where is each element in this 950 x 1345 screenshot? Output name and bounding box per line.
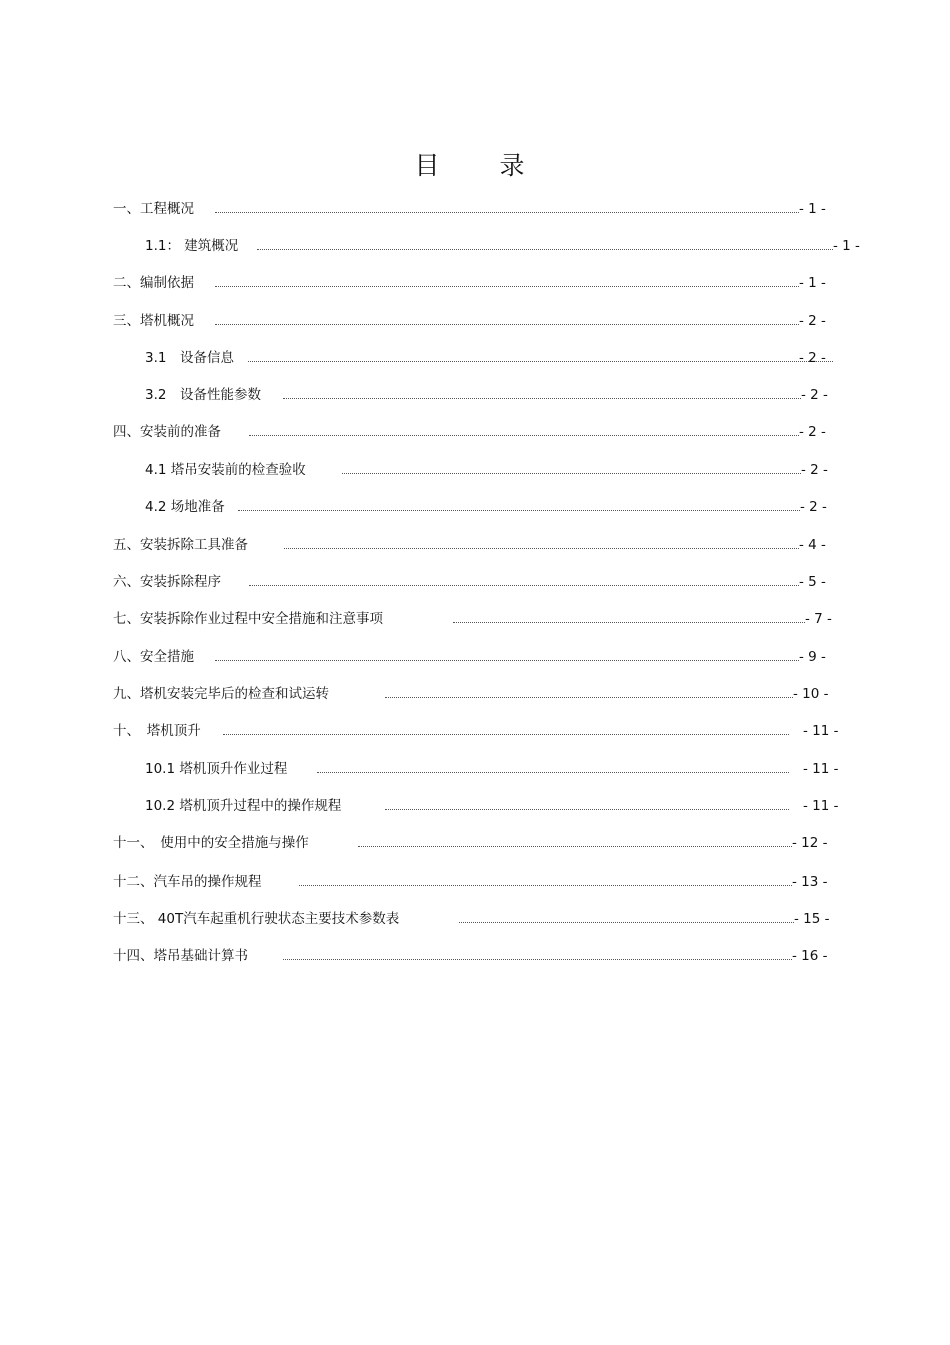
toc-entry-page: - 16 - <box>792 948 828 964</box>
toc-entry[interactable] <box>145 460 830 480</box>
toc-entry-page: - 10 - <box>793 686 829 702</box>
toc-entry[interactable] <box>113 684 833 704</box>
toc-entry-page: - 15 - <box>794 911 830 927</box>
toc-leader-dots <box>215 654 799 661</box>
toc-entry[interactable] <box>113 422 828 442</box>
toc-entry-text: 3.2 设备性能参数 <box>145 387 261 403</box>
toc-entry-page: - 2 - <box>800 499 827 515</box>
toc-entry-page: - 1 - <box>799 275 826 291</box>
toc-entry[interactable] <box>113 721 841 741</box>
toc-entry-text: 4.1 塔吊安装前的检查验收 <box>145 462 306 478</box>
toc-entry-page: - 1 - <box>833 238 860 254</box>
toc-leader-dots <box>453 616 805 623</box>
toc-entry-page: - 2 - <box>799 424 826 440</box>
toc-entry-text: 九、塔机安装完毕后的检查和试运转 <box>113 686 329 702</box>
toc-entry-text: 10.1 塔机顶升作业过程 <box>145 761 288 777</box>
toc-entry[interactable] <box>113 872 833 892</box>
toc-entry-page: - 11 - <box>803 723 839 739</box>
toc-leader-dots <box>215 318 799 325</box>
toc-entry[interactable] <box>113 199 828 219</box>
toc-leader-dots <box>283 392 801 399</box>
toc-leader-dots <box>223 728 789 735</box>
toc-entry-page: - 2 - <box>801 462 828 478</box>
toc-entry[interactable] <box>113 535 828 555</box>
toc-entry-text: 十一、 使用中的安全措施与操作 <box>113 835 309 851</box>
toc-leader-dots <box>459 916 794 923</box>
toc-entry-text: 一、工程概况 <box>113 201 194 217</box>
toc-entry[interactable] <box>113 647 828 667</box>
toc-leader-dots <box>283 953 792 960</box>
toc-entry-page: - 11 - <box>803 761 839 777</box>
toc-title: 目 录 <box>414 151 551 180</box>
toc-entry[interactable] <box>145 497 830 517</box>
toc-entry-page: - 13 - <box>792 874 828 890</box>
toc-leader-dots <box>248 355 833 362</box>
toc-leader-dots <box>385 691 793 698</box>
toc-leader-dots <box>249 579 799 586</box>
toc-entry[interactable] <box>145 348 830 368</box>
toc-entry[interactable] <box>113 946 833 966</box>
toc-leader-dots <box>299 879 792 886</box>
toc-entry-text: 五、安装拆除工具准备 <box>113 537 248 553</box>
toc-entry[interactable] <box>113 609 833 629</box>
toc-entry-text: 六、安装拆除程序 <box>113 574 221 590</box>
toc-entry[interactable] <box>113 572 828 592</box>
toc-entry-page: - 2 - <box>801 387 828 403</box>
toc-entry-text: 十、 塔机顶升 <box>113 723 201 739</box>
toc-entry-text: 4.2 场地准备 <box>145 499 225 515</box>
toc-leader-dots <box>238 504 800 511</box>
toc-entry-text: 3.1 设备信息 <box>145 350 234 366</box>
toc-entry-text: 二、编制依据 <box>113 275 194 291</box>
toc-leader-dots <box>385 803 789 810</box>
toc-entry-page: - 2 - <box>799 313 826 329</box>
toc-entry-text: 八、安全措施 <box>113 649 194 665</box>
toc-leader-dots <box>358 840 792 847</box>
toc-entry-page: - 11 - <box>803 798 839 814</box>
toc-entry[interactable] <box>145 759 841 779</box>
toc-entry[interactable] <box>145 236 860 256</box>
toc-leader-dots <box>342 467 801 474</box>
toc-entry[interactable] <box>113 273 828 293</box>
toc-leader-dots <box>249 429 799 436</box>
toc-entry-page: - 5 - <box>799 574 826 590</box>
toc-entry-text: 三、塔机概况 <box>113 313 194 329</box>
toc-leader-dots <box>257 243 833 250</box>
toc-leader-dots <box>215 280 799 287</box>
toc-entry-text: 十四、塔吊基础计算书 <box>113 948 248 964</box>
toc-leader-dots <box>317 766 789 773</box>
toc-entry-text: 四、安装前的准备 <box>113 424 221 440</box>
toc-entry-page: - 7 - <box>805 611 832 627</box>
toc-entry[interactable] <box>113 833 833 853</box>
toc-entry[interactable] <box>113 909 833 929</box>
toc-entry-text: 10.2 塔机顶升过程中的操作规程 <box>145 798 342 814</box>
toc-entry-page: - 9 - <box>799 649 826 665</box>
toc-entry-page: - 12 - <box>792 835 828 851</box>
toc-entry[interactable] <box>113 311 828 331</box>
toc-entry-text: 1.1： 建筑概况 <box>145 238 239 254</box>
toc-entry-page: - 1 - <box>799 201 826 217</box>
toc-entry-text: 十三、 40T汽车起重机行驶状态主要技术参数表 <box>113 911 400 927</box>
toc-entry-page: - 2 - <box>799 350 826 366</box>
toc-entry-text: 七、安装拆除作业过程中安全措施和注意事项 <box>113 611 383 627</box>
toc-leader-dots <box>215 206 799 213</box>
toc-entry-text: 十二、汽车吊的操作规程 <box>113 874 262 890</box>
toc-leader-dots <box>284 542 799 549</box>
toc-entry-page: - 4 - <box>799 537 826 553</box>
toc-entry[interactable] <box>145 796 841 816</box>
toc-entry[interactable] <box>145 385 830 405</box>
